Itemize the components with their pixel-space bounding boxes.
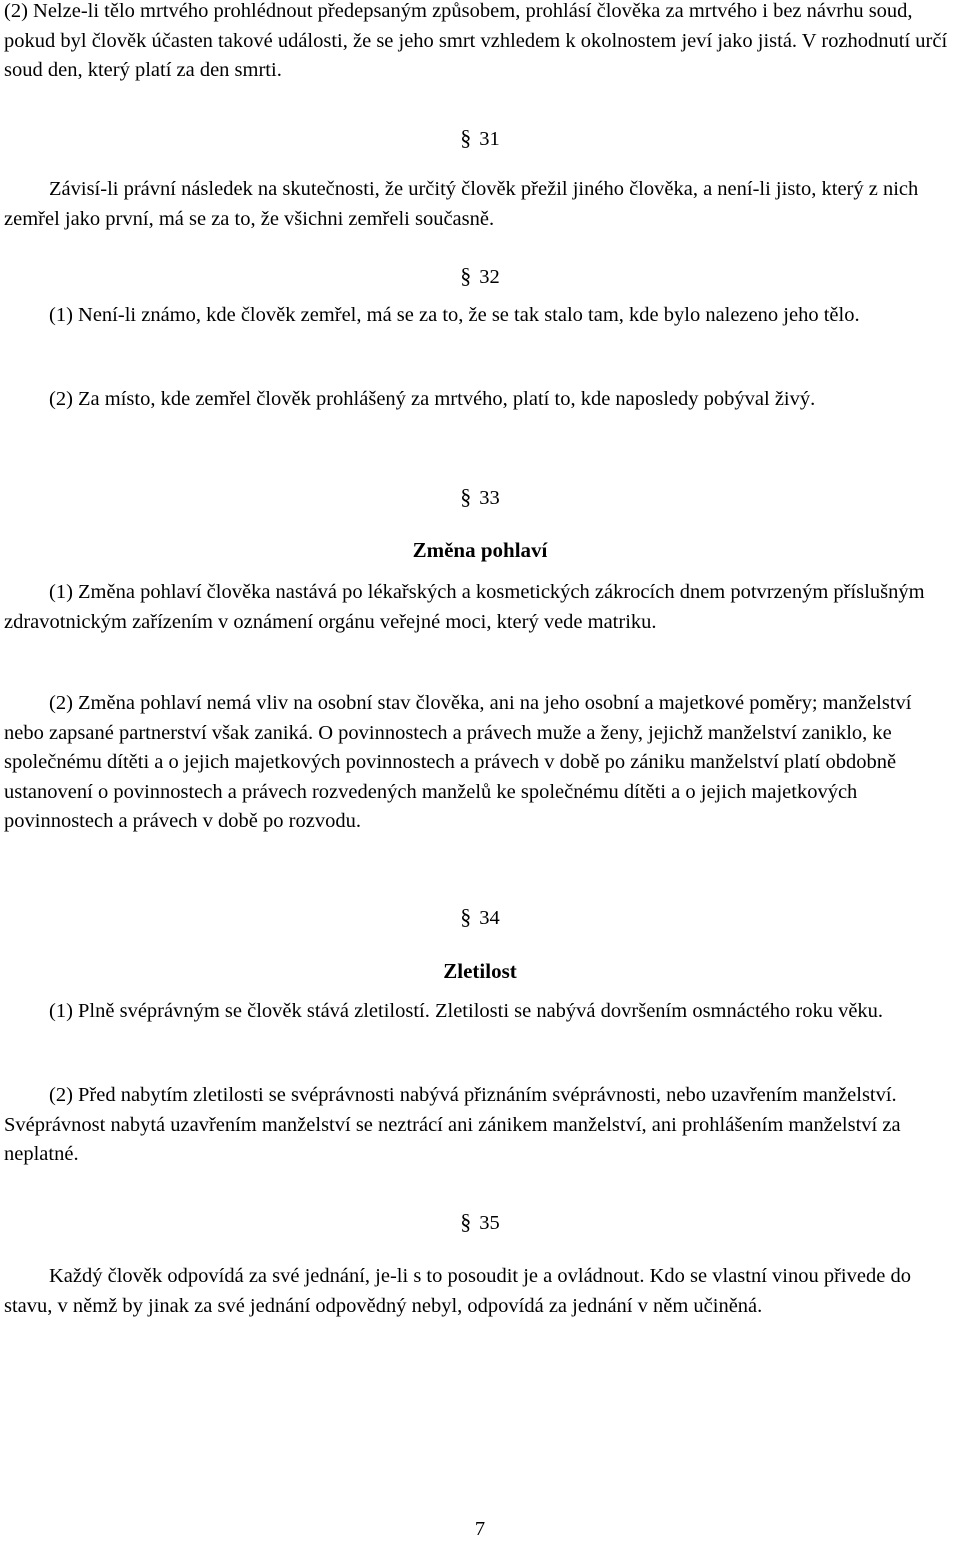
section-heading-35 bbox=[0, 1207, 960, 1239]
section-symbol: § bbox=[460, 125, 472, 150]
paragraph-32-2: (2) Za místo, kde zemřel člověk prohlášený za mrtvého, platí to, kde naposledy pobýval živý. bbox=[49, 388, 816, 410]
section-number: 31 bbox=[479, 128, 500, 150]
paragraph-32-1: (1) Není-li známo, kde člověk zemřel, má se za to, že se tak stalo tam, kde bylo nalezeno jeho tělo. bbox=[49, 304, 860, 326]
section-number: 33 bbox=[479, 487, 500, 509]
section-symbol: § bbox=[460, 484, 472, 509]
section-title-34: Zletilost bbox=[443, 959, 517, 983]
section-heading-34 bbox=[0, 902, 960, 934]
section-symbol: § bbox=[460, 904, 472, 929]
paragraph-34-1: (1) Plně svéprávným se člověk stává zletilostí. Zletilosti se nabývá dovršením osmnáctého roku věku. bbox=[49, 1000, 884, 1022]
section-symbol: § bbox=[460, 263, 472, 288]
section-heading-33 bbox=[0, 482, 960, 514]
section-heading-31 bbox=[0, 123, 960, 155]
section-title-33: Změna pohlaví bbox=[412, 538, 548, 562]
section-heading-32 bbox=[0, 261, 960, 293]
section-number: 34 bbox=[479, 907, 500, 929]
section-number: 35 bbox=[479, 1212, 500, 1234]
paragraph-34-2: (2) Před nabytím zletilosti se svéprávnosti nabývá přiznáním svéprávnosti, nebo uzavřením manželství. Svéprávnost nabytá uzavřením manželství se neztrácí ani zánikem manželství, ani prohlášením manželství za neplatné. bbox=[4, 1084, 901, 1165]
paragraph-35: Každý člověk odpovídá za své jednání, je-li s to posoudit je a ovládnout. Kdo se vlastní vinou přivede do stavu, v němž by jinak za své jednání odpovědný nebyl, odpovídá za jednání v něm učiněná. bbox=[4, 1265, 911, 1317]
page-number: 7 bbox=[474, 1518, 486, 1540]
section-symbol: § bbox=[460, 1209, 472, 1234]
section-number: 32 bbox=[479, 266, 500, 288]
paragraph-33-1: (1) Změna pohlaví člověka nastává po lékařských a kosmetických zákrocích dnem potvrzeným příslušným zdravotnickým zařízením v oznámení orgánu veřejné moci, který vede matriku. bbox=[4, 581, 925, 633]
paragraph-30-2: (2) Nelze-li tělo mrtvého prohlédnout předepsaným způsobem, prohlásí člověka za mrtvého i bez návrhu soud, pokud byl člověk účasten takové události, že se jeho smrt vzhledem k okolnostem jeví jako jistá. V rozhodnutí určí soud den, který platí za den smrti. bbox=[4, 0, 948, 81]
paragraph-31: Závisí-li právní následek na skutečnosti, že určitý člověk přežil jiného člověka, a není-li jisto, který z nich zemřel jako první, má se za to, že všichni zemřeli současně. bbox=[4, 178, 919, 230]
paragraph-33-2: (2) Změna pohlaví nemá vliv na osobní stav člověka, ani na jeho osobní a majetkové poměry; manželství nebo zapsané partnerství však zaniká. O povinnostech a právech muže a ženy, jejichž manželství zaniklo, ke společnému dítěti a o jejich majetkových povinnostech a právech v době po zániku manželství platí obdobně ustanovení o povinnostech a právech rozvedených manželů ke společnému dítěti a o jejich majetkových povinnostech a právech v době po rozvodu. bbox=[4, 692, 912, 832]
